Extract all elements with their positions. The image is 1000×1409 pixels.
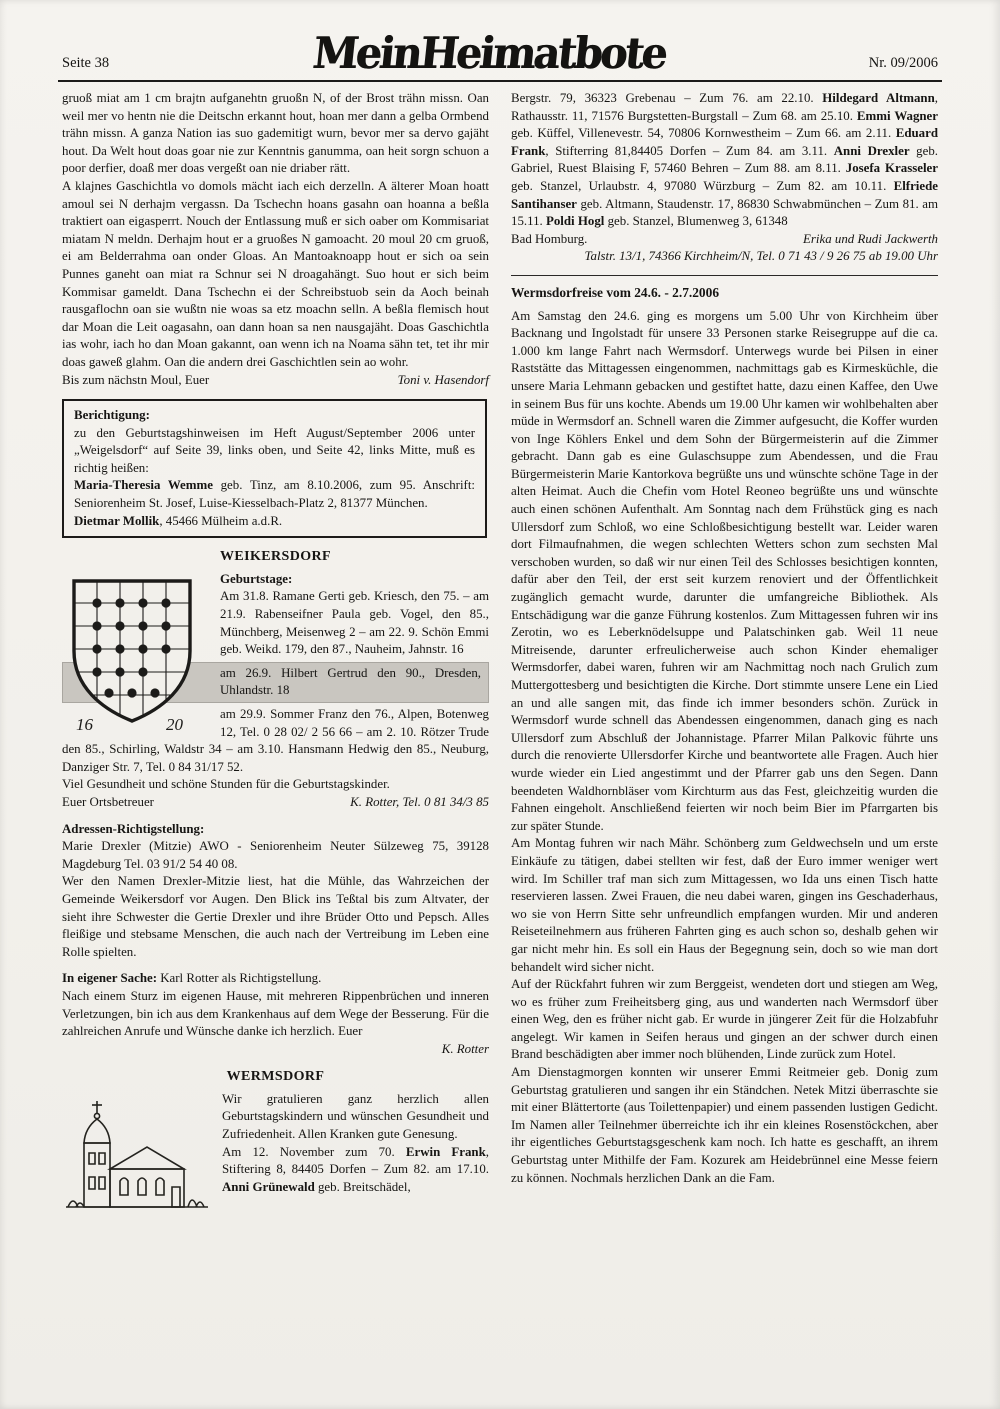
birthdays-text-continued: am 29.9. Sommer Franz den 76., Alpen, Botenweg 12, Tel. 0 28 02/ 2 56 66 – am 2. 10. Rötzer Trude den 85., Schirling, Waldstr 34 – am 3.10. Hansmann Hedwig den 85., Neuburg, Danziger Str. 7, Tel. 0 84 31/17 52. [62,707,489,774]
birthdays-continued: Bergstr. 79, 36323 Grebenau – Zum 76. am 22.10. Hildegard Altmann, Rathausstr. 11, 71576 Burgstetten-Burgstall – Zum 68. am 25.10. Emmi Wagner geb. Küffel, Villenevestr. 54, 70806 Kornwestheim – Zum 66. am 2.11. Eduard Frank, Stifterring 81,84405 Dorfen – Zum 84. am 3.11. Anni Drexler geb. Gabriel, Ruest Blaising F, 57460 Behren – Zum 88. am 8.11. Josefa Krasseler geb. Stanzel, Urlaubstr. 4, 97080 Würzburg – Zum 82. am 10.11. Elfriede Santihanser geb. Altmann, Staudenstr. 17, 86830 Schwabmünchen – Zum 81. am 15.11. Poldi Hogl geb. Stanzel, Blumenweg 3, 61348 [511,91,938,229]
article-divider [511,275,938,276]
birthdays-label: Geburtstage: [220,571,293,586]
section-title-weikersdorf: WEIKERSDORF [220,549,331,565]
contributors-signature: Erika und Rudi Jackwerth [803,231,938,246]
birthdays-last-line [511,231,938,249]
dialect-story-paragraph-1: gruoß miat am 1 cm brajtn aufganehtn gruoßn N, of der Brost trähn missn. Oan weil mer vo hentn nie die Deitschn erkannt hout, hoan mer dann a gelba Ormbend trähn missn. A ganza Nation ias suo gademitigt wurn, bevor mer sa dervo gajäht hout. Da Welt hout doas goar nie zur Kenntnis ganumma, oan heit sorgn schuon a poor derfier, doaß mer doas vergeßt oan nie driaber rätt. [62,91,489,176]
author-signature: Toni v. Hasendorf [397,372,489,387]
wermsdorf-intro: Wir gratulieren ganz herzlich allen Geburtstagskindern und wünschen Gesundheit und Zufriedenheit. Allen Kranken gute Genesung. [222,1091,489,1142]
trip-report-paragraph-2: Am Montag fuhren wir nach Mähr. Schönberg zum Geldwechseln und um erste Einkäufe zu tätigen, dabei stellten wir fest, daß der Euro immer weniger wert wird. Im Schiller traf man sich zum Mittagessen, wo Ida uns einen Tisch hatte reservieren lassen. Zwei Frauen, die neu dabei waren, gingen ins Geschaderhaus, wo sie von Herrn Sitte sehr unfreundlich empfangen wurden. Mir und anderen Reiseteilnehmern aus früheren Fahrten ging es auch schon so, deshalb gehen wir gar nicht mehr hin. Es soll ein Haus der Begegnung sein, doch so wie man dort behandelt wird sicher nicht. [511,836,938,974]
address-correction-text: Marie Drexler (Mitzie) AWO - Seniorenheim Neuter Sülzeweg 75, 39128 Magdeburg Tel. 03 91/2 54 40 08. [62,839,489,871]
dialect-story-paragraph-2: A klajnes Gaschichtla vo domols mächt iach eich derzelln. A älterer Moan hoatt amoul sei N derhajm vergassn. Da Tschechn hoans gasahn oan hoanna a beßla traktiert oan eigasperrt. Nouch der Entlassung muß er sich oaber om Kommisariat miatam N meldn. Derhajm hout er a gruoßes N gamoacht. 20 moul 20 cm gruoß, ei am Belderrahma oan onder Gloas. An Mantoaknoapp hout er sich oa sein Punnes ganeht oan miat ra Schnur sei N droagahängt. Suo hout er sich beim Kommisar gameldt. Dana Tschechn ei der Schreibstuob sein da Aoch beinah rausgaflochn oan sie wußtn nie woas sa etz moachn selln. A beßla flemisch hout dar Moan die Leit oagasahn, oan dann hoan sa nen nausgajäht. Doas Gaschichtla ias wohr, iach ho dan Moan gakannt, oan wenn ich na Noama sähn tet, tet ihr mir doas gaweß glahm. Oan die andern drei Gaschichtlen sein ao wohr. [62,178,489,369]
personal-note-text: Nach einem Sturz im eigenen Hause, mit mehreren Rippenbrüchen und inneren Verletzungen, bin ich aus dem Krankenhaus auf dem Wege der Besserung. Für die zahlreichen Anrufe und Wünsche danke ich herzlich. Euer [62,988,489,1039]
correction-box [62,399,487,538]
address-correction-text-2: Wer den Namen Drexler-Mitzie liest, hat die Mühle, das Wahrzeichen der Gemeinde Weikersdorf vor Augen. Den Blick ins Teßtal bis zum Altvater, der sieht ihre Schwester die Gertie Drexler und ihre Brüder Otto und Pepsch. Alles fleißige und stebsame Menschen, die auch nach der Vertreibung im Leben eine Rolle spielten. [62,874,489,959]
caretaker-signature: K. Rotter, Tel. 0 81 34/3 85 [350,794,489,809]
issue-number: Nr. 09/2006 [868,55,938,71]
birthday-wishes: Viel Gesundheit und schöne Stunden für die Geburtstagskinder. [62,777,390,792]
caretaker-label: Euer Ortsbetreuer [62,794,154,809]
personal-note-signature: K. Rotter [441,1041,489,1056]
trip-report-paragraph-1: Am Samstag den 24.6. ging es morgens um 5.00 Uhr von Kirchheim über Backnang und Ingolstadt für unsere 33 Personen starke Reisegruppe auf die ca. 1.000 km lange Fahrt nach Wermsdorf. Unterwegs wurde bei Pilsen in einer Raststätte das Mittagessen eingenommen, nachmittags gab es Kirmesküchle, die unsere Maria Lehmann gebacken und gestiftet hatte, dazu einen Kaffee, den Uwe in seinem Bus für uns kochte. Abends um 19.00 Uhr kamen wir wohlbehalten aber müde in Wermsdorf an. Schnell waren die Zimmer aufgesucht, die Koffer wurden von Inge Köhlers Enkel und dem Sohn der Bürgermeisterin auf die Zimmer gebracht. Dann gab es eine Gulaschsuppe zum Abendessen, und die Frau Bürgermeisterin Marie Kantorkova begrüßte uns und wünschte schöne Tage in der alten Heimat. Auch die Chefin vom Hotel Reoneo begrüßte uns und wünschte auch einen schönen Aufenthalt. Am Sonntag nach dem Frühstück ging es nach Ullersdorf zum Schloß, wo eine Schloßbesichtigung bestellt war. Leider waren dort Filmaufnahmen, die wegen schlechten Wetters schon zum sechsten Mal verschoben wurden, so daß wir nur einen Teil des Schlosses besichtigen konnten, dafür aber den Teil, der erst seit kurzem renoviert und der Öffentlichkeit zugänglich gemacht wurde, darunter die umfangreiche Bibliothek. Als Entschädigung war die ganze Führung kostenlos. Zum Mittagessen fuhren wir ins Zerotin, wo es Leberknödelsuppe und Palatschinken gab. Weil 11 neue Mitreisende, darunter erfreulicherweise auch schon Kinder ehemaliger Wermsdorfer, dabei waren, fuhren wir am Nachmittag noch nach Grulich zum Muttergottesberg und besichtigten die Kirche. Dort stimmte unsere Lene ein Lied an und alle sangen mit, das finde ich immer besonders schön. Zurück in Wermsdorf wurde schnell das Abendessen eingenommen, danach ging es nach Ullersdorf zum Abschluß der Johannistage. Pfarrer Milan Palkovic führte uns durch die renovierte Ullersdorfer Kirche und beantwortete alle Fragen. Auch hier wurde wieder ein Lied angestimmt und der Pfarrer gab uns den Segen. Dann beendeten Waldhornbläser vom Kirchturm aus das Fest, gleichzeitig wurden die Fahnen eingeholt. Anschließend feierten wir noch beim Bier im Pfarrgarten bis zur später Stunde. [511,308,938,833]
correction-intro: zu den Geburtstagshinweisen im Heft August/September 2006 unter „Weigelsdorf“ auf Seite 39, links oben, und Seite 42, links Mitte, muß es richtig heißen: [74,425,475,475]
right-column [511,90,938,1215]
contributor-contact-line: Talstr. 13/1, 74366 Kirchheim/N, Tel. 0 71 43 / 9 26 75 ab 19.00 Uhr [584,249,938,264]
caretaker-signoff-line [62,794,489,812]
correction-entry-1: Maria-Theresia Wemme geb. Tinz, am 8.10.2006, zum 95. Anschrift: Seniorenheim St. Josef, Luise-Kiesselbach-Platz 2, 81377 München. [74,478,476,511]
crest-year-right: 20 [166,714,183,733]
address-correction-label: Adressen-Richtigstellung: [62,821,205,836]
weikersdorf-crest-icon [62,573,210,733]
weikersdorf-birthdays-block [62,571,489,777]
story-signoff-line [62,372,489,390]
masthead-logo: MeinHeimatbote [310,27,668,79]
content-columns [62,90,938,1215]
trip-report-paragraph-3: Auf der Rückfahrt fuhren wir zum Berggeist, wendeten dort und stiegen am Weg, wo es früher zum Freiheitsberg ging, aus und wanderten nach Wermsdorf über einen Weg, den es früher nicht gab. Er wurde in jüngerer Zeit für die Holzabfuhr angelegt. Wir kamen in Seifen heraus und gingen an der schwer durch einen Brand beschädigten aber immer noch blühenden, Linde zurück zum Hotel. [511,977,938,1062]
crest-year-left: 16 [76,714,93,733]
correction-entry-2: Dietmar Mollik, 45466 Mülheim a.d.R. [74,513,283,528]
correction-title: Berichtigung: [74,408,150,423]
wermsdorf-church-illustration-icon [62,1095,212,1215]
personal-note-heading: In eigener Sache: Karl Rotter als Richtigstellung. [62,971,322,986]
section-title-wermsdorf: WERMSDORF [226,1069,325,1085]
trip-report-title: Wermsdorfreise vom 24.6. - 2.7.2006 [511,284,720,300]
header-rule [58,80,942,82]
signoff-text: Bis zum nächstn Moul, Euer [62,372,210,387]
birthdays-text: Am 31.8. Ramane Gerti geb. Kriesch, den 75. – am 21.9. Rabenseifner Paula geb. Vogel, den 85., Münchberg, Meisenweg 2 – am 22. 9. Schön Emmi geb. Weikd. 179, den 87., Nauheim, Jahnstr. 16 [220,589,489,657]
left-column [62,90,489,1215]
trip-report-paragraph-4: Am Dienstagmorgen konnten wir unserer Emmi Reitmeier geb. Donig zum Geburtstag gratulieren und sangen ihr ein Ständchen. Netek Mitzi überraschte sie mit einer Blättertorte (aus Toilettenpapier) und einem passenden lustigen Gedicht. Im Namen aller Teilnehmer überreichte ich ihr ein kleines Rosenstöckchen, aber ihr eigentliches Geburtstagsgeschenk kam noch. Ich hatte es geschafft, an ihrem Geburtstag unter Mithilfe der Fam. Kozurek am Heidebrünnel eine Messe feiern zu können. Nochmals herzlichen Dank an die Fam. [511,1065,938,1185]
highlighted-birthday-entry: am 26.9. Hilbert Gertrud den 90., Dresden, Uhlandstr. 18 [62,662,489,703]
page-number: Seite 38 [62,55,110,71]
birthdays-last-fragment: Bad Homburg. [511,231,588,246]
page-header [62,27,938,79]
wermsdorf-birthdays: Am 12. November zum 70. Erwin Frank, Stiftering 8, 84405 Dorfen – Zum 82. am 17.10. Anni Grünewald geb. Breitschädel, [222,1144,490,1194]
wermsdorf-birthdays-block [62,1091,489,1215]
